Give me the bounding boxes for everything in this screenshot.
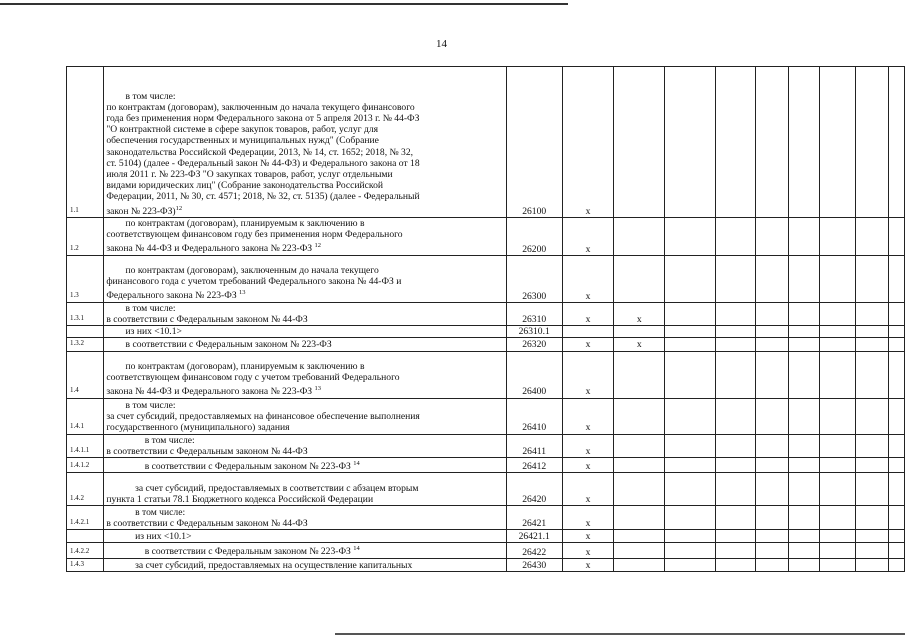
cell-mark-2 (614, 326, 665, 338)
footnote-ref: 12 (175, 204, 183, 212)
empty-cell (665, 458, 716, 473)
cell-mark-1: x (562, 458, 614, 473)
row-description (104, 473, 506, 506)
row-code: 26200 (506, 218, 562, 256)
row-description (104, 302, 506, 325)
row-text: из них <10.1> (106, 531, 192, 543)
empty-cell (819, 543, 855, 558)
empty-cell (665, 255, 716, 302)
empty-cell (755, 543, 788, 558)
row-description (104, 530, 506, 543)
footnote-ref: 13 (239, 289, 246, 297)
empty-cell (856, 338, 889, 351)
row-description (104, 543, 506, 558)
empty-cell (819, 398, 855, 434)
table-row (67, 67, 905, 218)
empty-cell (665, 530, 716, 543)
empty-cell (856, 458, 889, 473)
empty-cell (789, 67, 820, 218)
row-number: 1.3.1 (67, 302, 104, 325)
empty-cell (856, 473, 889, 506)
row-text: по контрактам (договорам), планируемым к заключению в соответствующем финансовом году без применения норм Федерального закона № 44-ФЗ и Федерального закона № 223-ФЗ (106, 218, 403, 255)
empty-cell (755, 351, 788, 398)
cell-mark-1: x (562, 218, 614, 256)
empty-cell (755, 218, 788, 256)
empty-cell (755, 473, 788, 506)
row-description (104, 506, 506, 530)
row-text: в соответствии с Федеральным законом № 223-ФЗ (106, 546, 354, 558)
empty-cell (889, 458, 905, 473)
row-number (67, 530, 104, 543)
cell-mark-2: x (614, 302, 665, 325)
cell-mark-2 (614, 473, 665, 506)
empty-cell (665, 543, 716, 558)
empty-cell (889, 338, 905, 351)
empty-cell (856, 255, 889, 302)
empty-cell (889, 530, 905, 543)
row-number: 1.4.1.1 (67, 434, 104, 457)
empty-cell (819, 530, 855, 543)
footnote-ref: 12 (314, 242, 321, 250)
empty-cell (789, 543, 820, 558)
empty-cell (755, 67, 788, 218)
empty-cell (755, 302, 788, 325)
cell-mark-1: x (562, 255, 614, 302)
row-description (104, 434, 506, 457)
empty-cell (789, 326, 820, 338)
row-description (104, 218, 506, 256)
empty-cell (715, 338, 755, 351)
row-number: 1.4 (67, 351, 104, 398)
row-number: 1.1 (67, 67, 104, 218)
row-number: 1.4.1 (67, 398, 104, 434)
empty-cell (889, 506, 905, 530)
row-code: 26310.1 (506, 326, 562, 338)
empty-cell (715, 302, 755, 325)
table-row (67, 338, 905, 351)
row-code: 26422 (506, 543, 562, 558)
row-number: 1.4.3 (67, 558, 104, 571)
table-row (67, 473, 905, 506)
row-number: 1.4.2.2 (67, 543, 104, 558)
empty-cell (789, 338, 820, 351)
empty-cell (665, 398, 716, 434)
top-rule (0, 3, 568, 5)
cell-mark-1: x (562, 558, 614, 571)
empty-cell (889, 302, 905, 325)
empty-cell (715, 458, 755, 473)
empty-cell (755, 326, 788, 338)
empty-cell (819, 351, 855, 398)
row-text: в соответствии с Федеральным законом № 223-ФЗ (106, 339, 332, 351)
row-text: по контрактам (договорам), планируемым к заключению в соответствующем финансовом году с учетом требований Федерального закона № 44-ФЗ и Федерального закона № 223-ФЗ (106, 360, 400, 398)
table-row (67, 302, 905, 325)
empty-cell (856, 558, 889, 571)
empty-cell (889, 326, 905, 338)
empty-cell (789, 398, 820, 434)
row-code: 26300 (506, 255, 562, 302)
empty-cell (789, 434, 820, 457)
empty-cell (715, 530, 755, 543)
table-row (67, 351, 905, 398)
table-row (67, 255, 905, 302)
empty-cell (665, 338, 716, 351)
cell-mark-2 (614, 543, 665, 558)
empty-cell (789, 473, 820, 506)
row-code: 26421.1 (506, 530, 562, 543)
empty-cell (819, 558, 855, 571)
table-row (67, 558, 905, 571)
cell-mark-2 (614, 530, 665, 543)
row-number: 1.3 (67, 255, 104, 302)
empty-cell (819, 302, 855, 325)
cell-mark-2 (614, 398, 665, 434)
table-row (67, 218, 905, 256)
row-number: 1.2 (67, 218, 104, 256)
empty-cell (889, 558, 905, 571)
empty-cell (856, 398, 889, 434)
row-text: в том числе: в соответствии с Федеральным законом № 44-ФЗ (106, 507, 308, 530)
empty-cell (665, 302, 716, 325)
empty-cell (715, 218, 755, 256)
empty-cell (715, 558, 755, 571)
empty-cell (819, 434, 855, 457)
empty-cell (755, 255, 788, 302)
cell-mark-1: x (562, 530, 614, 543)
row-text: в соответствии с Федеральным законом № 223-ФЗ (106, 461, 354, 473)
row-code: 26100 (506, 67, 562, 218)
row-number: 1.4.2 (67, 473, 104, 506)
empty-cell (755, 530, 788, 543)
empty-cell (715, 351, 755, 398)
table-row (67, 530, 905, 543)
footnote-ref: 14 (353, 460, 360, 468)
empty-cell (755, 558, 788, 571)
empty-cell (715, 67, 755, 218)
empty-cell (715, 398, 755, 434)
cell-mark-2 (614, 67, 665, 218)
row-code: 26430 (506, 558, 562, 571)
empty-cell (819, 326, 855, 338)
cell-mark-2 (614, 434, 665, 457)
empty-cell (755, 434, 788, 457)
empty-cell (889, 398, 905, 434)
empty-cell (819, 458, 855, 473)
empty-cell (889, 543, 905, 558)
table-row (67, 434, 905, 457)
empty-cell (789, 558, 820, 571)
empty-cell (715, 326, 755, 338)
row-number: 1.4.2.1 (67, 506, 104, 530)
empty-cell (856, 67, 889, 218)
bottom-rule (335, 633, 905, 635)
row-description (104, 338, 506, 351)
cell-mark-1: x (562, 398, 614, 434)
row-description (104, 351, 506, 398)
empty-cell (789, 351, 820, 398)
cell-mark-1: x (562, 351, 614, 398)
cell-mark-2 (614, 255, 665, 302)
row-text: в том числе: за счет субсидий, предоставляемых на финансовое обеспечение выполнения государственного (муниципального) задания (106, 400, 420, 434)
row-text: из них <10.1> (106, 326, 182, 338)
empty-cell (665, 351, 716, 398)
empty-cell (789, 302, 820, 325)
footnote-ref: 14 (353, 545, 360, 553)
empty-cell (819, 473, 855, 506)
row-text: за счет субсидий, предоставляемых в соответствии с абзацем вторым пункта 1 статьи 78.1 Бюджетного кодекса Российской Федерации (106, 483, 419, 506)
row-description (104, 458, 506, 473)
empty-cell (856, 326, 889, 338)
empty-cell (755, 458, 788, 473)
empty-cell (715, 255, 755, 302)
empty-cell (665, 218, 716, 256)
empty-cell (665, 434, 716, 457)
row-code: 26320 (506, 338, 562, 351)
empty-cell (715, 434, 755, 457)
empty-cell (715, 543, 755, 558)
row-text: в том числе: по контрактам (договорам), заключенным до начала текущего финансового года без применения норм Федерального закона от 5 апреля 2013 г. № 44-ФЗ "О контрактной системе в сфере закупок товаров, работ, услуг для обеспечения государственных и муниципальных нужд" (Собрание законодательства Российской Федерации, 2013, № 14, ст. 1652; 2018, № 32, ст. 5104) (далее - Федеральный закон № 44-ФЗ) и Федерального закона от 18 июля 2011 г. № 223-ФЗ "О закупках товаров, работ, услуг отдельными видами юридических лиц" (Собрание законодательства Российской Федерации, 2011, № 30, ст. 4571; 2018, № 32, ст. 5135) (далее - Федеральный закон № 223-ФЗ) (106, 90, 420, 217)
row-description (104, 558, 506, 571)
row-code: 26420 (506, 473, 562, 506)
empty-cell (789, 458, 820, 473)
row-description (104, 398, 506, 434)
row-description (104, 67, 506, 218)
empty-cell (889, 473, 905, 506)
empty-cell (889, 67, 905, 218)
cell-mark-2 (614, 506, 665, 530)
cell-mark-1: x (562, 338, 614, 351)
row-text: в том числе: в соответствии с Федеральным законом № 44-ФЗ (106, 434, 308, 457)
empty-cell (856, 302, 889, 325)
empty-cell (819, 67, 855, 218)
empty-cell (889, 218, 905, 256)
empty-cell (789, 530, 820, 543)
empty-cell (856, 434, 889, 457)
table-row (67, 326, 905, 338)
empty-cell (819, 255, 855, 302)
empty-cell (755, 338, 788, 351)
row-text: по контрактам (договорам), заключенным до начала текущего финансового года с учетом требований Федерального закона № 44-ФЗ и Федерального закона № 223-ФЗ (106, 265, 402, 302)
cell-mark-1: x (562, 506, 614, 530)
empty-cell (665, 326, 716, 338)
row-number: 1.3.2 (67, 338, 104, 351)
empty-cell (665, 506, 716, 530)
empty-cell (819, 338, 855, 351)
cell-mark-2 (614, 351, 665, 398)
row-code: 26400 (506, 351, 562, 398)
row-code: 26412 (506, 458, 562, 473)
cell-mark-1: x (562, 67, 614, 218)
empty-cell (856, 218, 889, 256)
empty-cell (889, 255, 905, 302)
empty-cell (665, 473, 716, 506)
empty-cell (856, 530, 889, 543)
empty-cell (665, 558, 716, 571)
row-description (104, 326, 506, 338)
empty-cell (889, 434, 905, 457)
cell-mark-1: x (562, 543, 614, 558)
empty-cell (889, 351, 905, 398)
empty-cell (715, 473, 755, 506)
row-code: 26411 (506, 434, 562, 457)
row-number: 1.4.1.2 (67, 458, 104, 473)
empty-cell (856, 543, 889, 558)
empty-cell (789, 218, 820, 256)
empty-cell (856, 506, 889, 530)
empty-cell (856, 351, 889, 398)
empty-cell (755, 506, 788, 530)
table-row (67, 398, 905, 434)
report-table (66, 66, 905, 572)
row-code: 26310 (506, 302, 562, 325)
cell-mark-2 (614, 218, 665, 256)
table-row (67, 458, 905, 473)
empty-cell (755, 398, 788, 434)
empty-cell (789, 255, 820, 302)
cell-mark-2 (614, 558, 665, 571)
row-code: 26410 (506, 398, 562, 434)
empty-cell (819, 506, 855, 530)
footnote-ref: 13 (314, 385, 321, 393)
cell-mark-2 (614, 458, 665, 473)
row-text: в том числе: в соответствии с Федеральным законом № 44-ФЗ (106, 302, 308, 325)
table-row (67, 543, 905, 558)
cell-mark-2: x (614, 338, 665, 351)
row-code: 26421 (506, 506, 562, 530)
cell-mark-1: x (562, 473, 614, 506)
cell-mark-1 (562, 326, 614, 338)
empty-cell (819, 218, 855, 256)
empty-cell (665, 67, 716, 218)
empty-cell (789, 506, 820, 530)
cell-mark-1: x (562, 302, 614, 325)
row-text: за счет субсидий, предоставляемых на осуществление капитальных (106, 559, 413, 571)
row-number (67, 326, 104, 338)
empty-cell (715, 506, 755, 530)
table-row (67, 506, 905, 530)
page-number: 14 (436, 38, 447, 50)
cell-mark-1: x (562, 434, 614, 457)
row-description (104, 255, 506, 302)
